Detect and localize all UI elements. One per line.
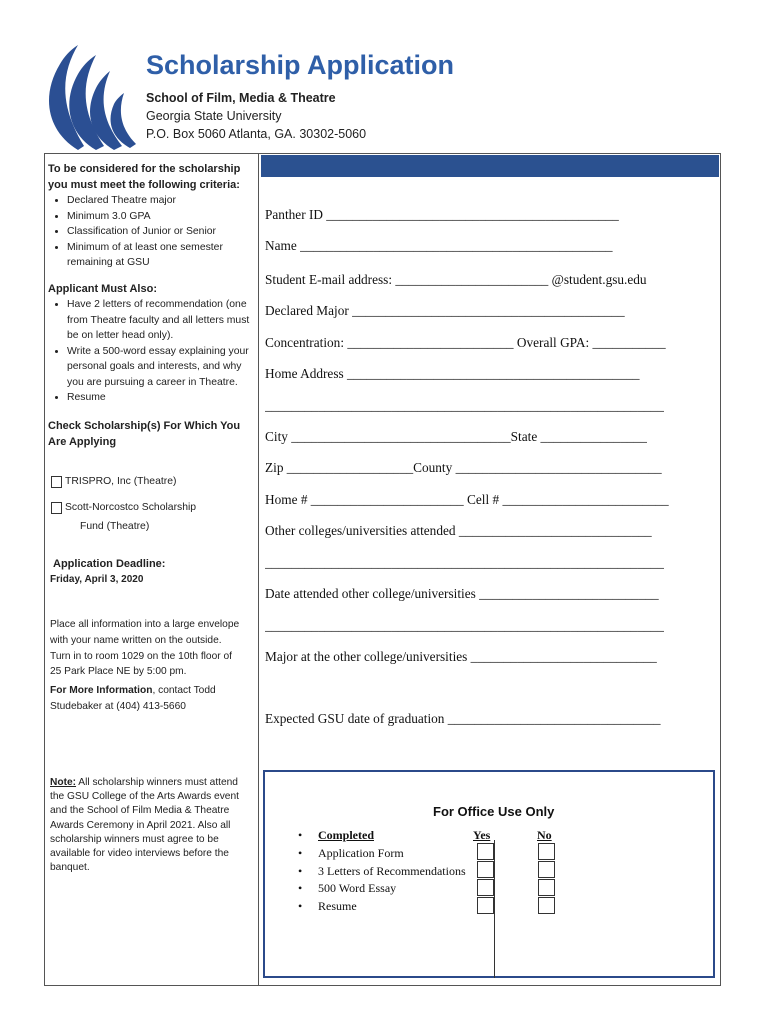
- criteria-heading-1: To be considered for the scholarship: [48, 163, 241, 175]
- office-item: • Resume: [298, 899, 357, 913]
- no-checkbox-essay[interactable]: [538, 879, 555, 896]
- criteria-heading-2: you must meet the following criteria:: [48, 179, 240, 191]
- must-also-list: [48, 297, 254, 406]
- scott-norcostco-checkbox[interactable]: [51, 502, 62, 514]
- office-item-label: 500 Word Essay: [318, 881, 397, 895]
- more-info-text-2: Studebaker at (404) 413-5660: [50, 700, 186, 712]
- note-line: scholarship winners must agree to be: [50, 833, 219, 845]
- no-checkbox-application[interactable]: [538, 843, 555, 860]
- no-checkbox-resume[interactable]: [538, 897, 555, 914]
- phone-field[interactable]: Home # _______________________ Cell # _________________________: [265, 492, 669, 507]
- note-line: available for video interviews before the: [50, 848, 229, 860]
- yes-checkbox-essay[interactable]: [477, 879, 494, 896]
- criteria-item: • Declared Theatre major: [67, 193, 254, 209]
- page-title: Scholarship Application: [146, 50, 455, 80]
- instruction-line: Place all information into a large envelope: [50, 619, 240, 630]
- office-item-label: Application Form: [318, 846, 404, 860]
- check-heading-2: Are Applying: [48, 436, 117, 448]
- other-colleges-field[interactable]: Other colleges/universities attended _____________________________: [265, 523, 652, 538]
- school-name: School of Film, Media & Theatre: [146, 91, 336, 105]
- university-name: Georgia State University: [146, 109, 282, 123]
- address-line-field[interactable]: ____________________________________________________________: [265, 398, 664, 413]
- criteria-item: • Classification of Junior or Senior: [67, 224, 254, 240]
- gsu-flame-logo: [38, 42, 138, 154]
- note-line: banquet.: [50, 862, 90, 874]
- check-scholarship-heading: [48, 418, 254, 450]
- instruction-line: with your name written on the outside.: [50, 634, 222, 646]
- criteria-item: • Minimum 3.0 GPA: [67, 209, 254, 225]
- note-text: All scholarship winners must attend: [76, 777, 238, 788]
- instruction-line: Turn in to room 1029 on the 10th floor of: [50, 650, 232, 662]
- completed-label: Completed: [318, 828, 374, 842]
- deadline-date: Friday, April 3, 2020: [50, 574, 144, 585]
- must-also-item: • Write a 500-word essay explaining your personal goals and interests, and why you are pursuing a career in Theatre.: [67, 344, 254, 391]
- no-checkbox-letters[interactable]: [538, 861, 555, 878]
- name-field[interactable]: Name _______________________________________________: [265, 238, 613, 253]
- declared-major-field[interactable]: Declared Major _________________________________________: [265, 303, 625, 318]
- dates-attended-line[interactable]: ____________________________________________________________: [265, 618, 664, 633]
- no-label: No: [537, 828, 552, 842]
- note-line: the GSU College of the Arts Awards event: [50, 791, 239, 803]
- criteria-list: [48, 193, 254, 271]
- criteria-section: [48, 161, 254, 271]
- yes-checkbox-application[interactable]: [477, 843, 494, 860]
- office-item-label: Resume: [318, 899, 357, 913]
- more-info-label: For More Information: [50, 685, 153, 696]
- office-completed-row: • Completed: [298, 828, 374, 842]
- office-use-title: For Office Use Only: [433, 804, 555, 819]
- deadline-heading: [53, 556, 259, 572]
- note-line: and the School of Film Media & Theatre: [50, 805, 230, 817]
- more-info-text-1: , contact Todd: [152, 685, 216, 696]
- other-major-field[interactable]: Major at the other college/universities ____________________________: [265, 649, 657, 664]
- home-address-field[interactable]: Home Address ____________________________________________: [265, 366, 640, 381]
- must-also-section: [48, 281, 254, 406]
- yes-label: Yes: [473, 828, 491, 842]
- office-item: • 3 Letters of Recommendations: [298, 864, 466, 878]
- note-line: Awards Ceremony in April 2021. Also all: [50, 819, 231, 831]
- instructions: [50, 617, 256, 680]
- trispro-checkbox[interactable]: [51, 476, 62, 488]
- must-also-heading: Applicant Must Also:: [48, 283, 157, 295]
- check-heading-1: Check Scholarship(s) For Which You: [48, 420, 241, 432]
- office-divider: [494, 840, 495, 978]
- note-section: [50, 776, 256, 875]
- office-item-label: 3 Letters of Recommendations: [318, 864, 466, 878]
- office-item: • Application Form: [298, 846, 404, 860]
- concentration-gpa-field[interactable]: Concentration: _________________________ Overall GPA: ___________: [265, 335, 666, 350]
- email-field[interactable]: Student E-mail address: _______________________ @student.gsu.edu: [265, 272, 647, 287]
- deadline-heading-text: Application Deadline:: [53, 558, 166, 570]
- yes-checkbox-letters[interactable]: [477, 861, 494, 878]
- note-label: Note:: [50, 777, 77, 788]
- trispro-label: TRISPRO, Inc (Theatre): [65, 476, 177, 487]
- must-also-item: • Resume: [67, 390, 254, 406]
- city-state-field[interactable]: City _________________________________State ________________: [265, 429, 647, 444]
- section-header-bar: [261, 155, 719, 177]
- yes-checkbox-resume[interactable]: [477, 897, 494, 914]
- more-info: [50, 683, 256, 714]
- scott-norcostco-label-1: Scott-Norcostco Scholarship: [65, 502, 197, 513]
- scott-norcostco-label-2: Fund (Theatre): [80, 521, 150, 532]
- zip-county-field[interactable]: Zip ___________________County _______________________________: [265, 460, 662, 475]
- dates-attended-field[interactable]: Date attended other college/universities ___________________________: [265, 586, 659, 601]
- graduation-date-field[interactable]: Expected GSU date of graduation ________________________________: [265, 711, 661, 726]
- panther-id-field[interactable]: Panther ID ____________________________________________: [265, 207, 619, 222]
- university-address: P.O. Box 5060 Atlanta, GA. 30302-5060: [146, 127, 367, 141]
- must-also-item: • Have 2 letters of recommendation (one from Theatre faculty and all letters must be on letter head only).: [67, 297, 254, 344]
- office-item: • 500 Word Essay: [298, 881, 397, 895]
- criteria-item: • Minimum of at least one semester remaining at GSU: [67, 240, 227, 271]
- other-colleges-line[interactable]: ____________________________________________________________: [265, 555, 664, 570]
- instruction-line: 25 Park Place NE by 5:00 pm.: [50, 666, 187, 678]
